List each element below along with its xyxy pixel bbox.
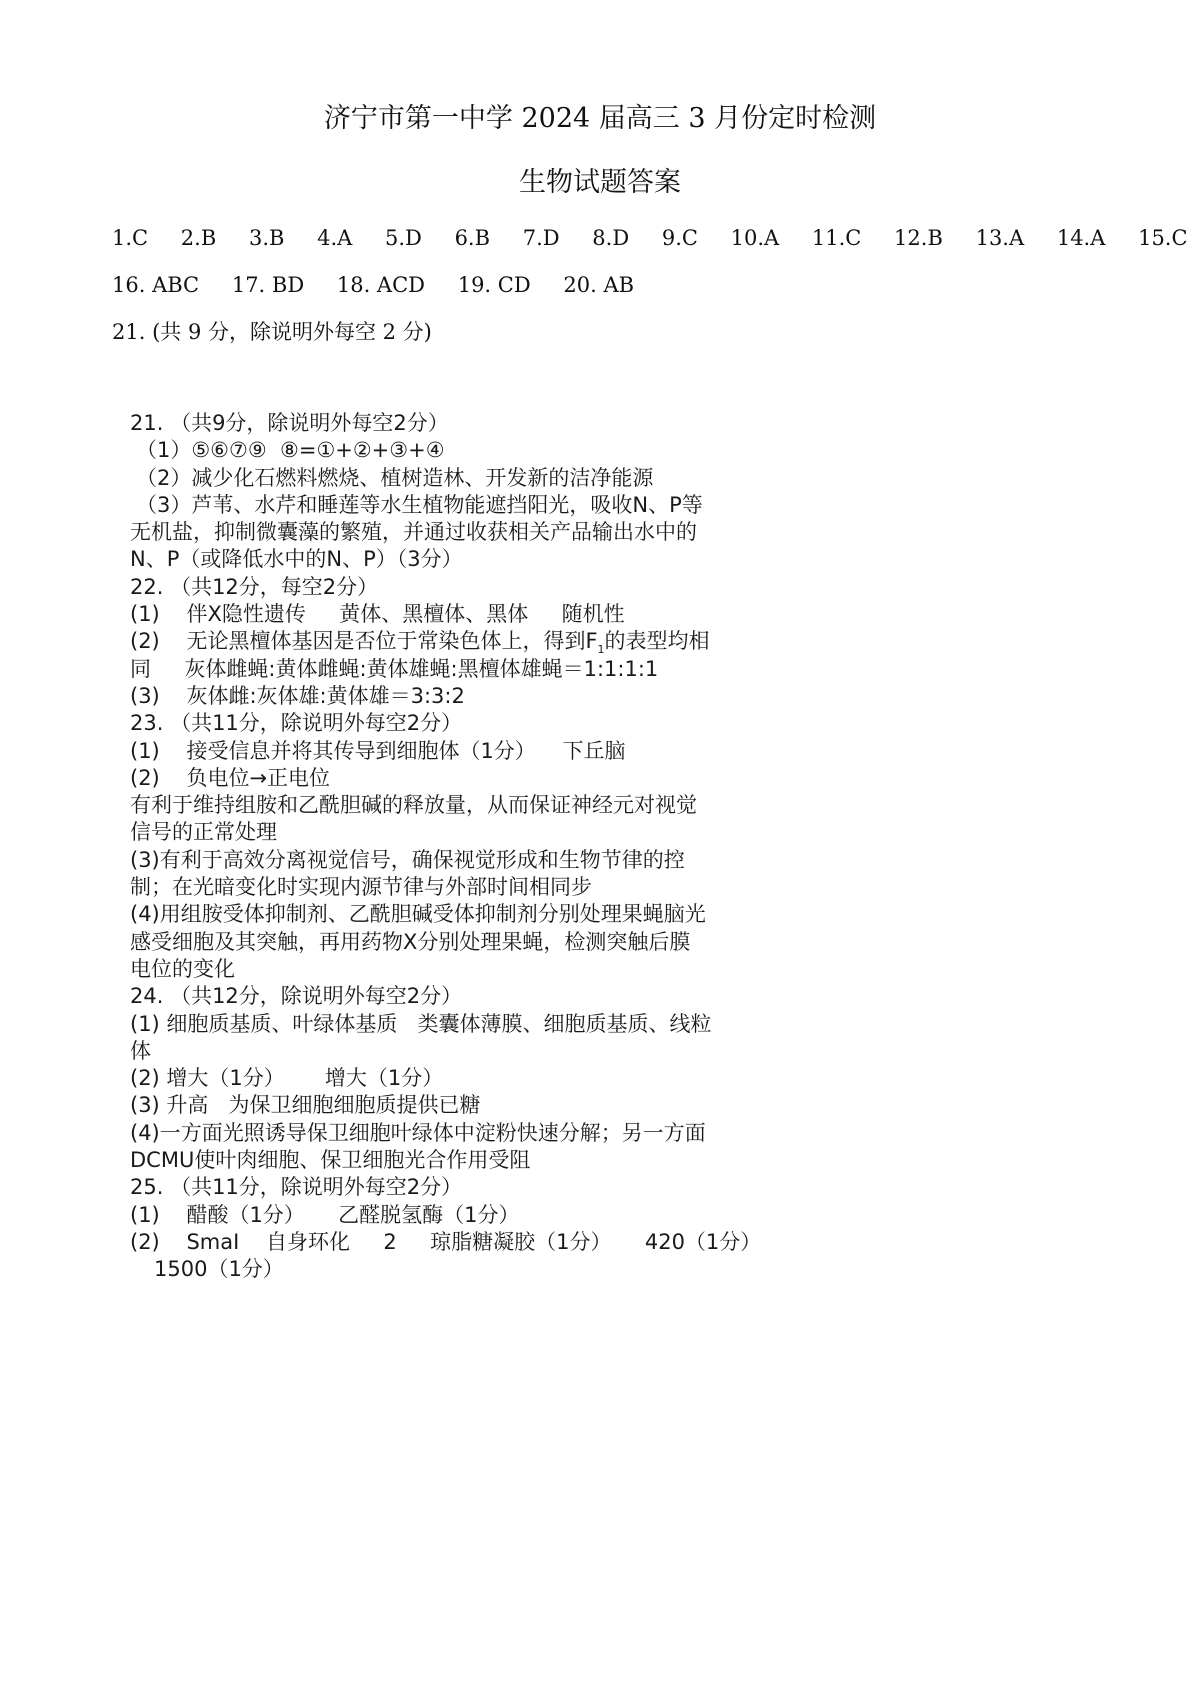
answer-line-text: (3) 灰体雌:灰体雄:黄体雄＝3:3:2	[130, 683, 465, 708]
answer-item: 13.A	[975, 226, 1025, 250]
answer-line	[130, 1092, 820, 1119]
answer-line-text: (2) 无论黑檀体基因是否位于常染色体上，得到F	[130, 629, 598, 654]
answer-item: 20. AB	[563, 273, 635, 297]
answer-line-text: (3) 升高 为保卫细胞细胞质提供已糖	[130, 1093, 481, 1118]
choice-answers-row-2	[112, 271, 634, 299]
answer-line	[130, 410, 820, 437]
answer-line	[130, 1065, 820, 1092]
answer-item: 12.B	[894, 226, 943, 250]
answer-line-text: 23. （共11分，除说明外每空2分）	[130, 711, 463, 736]
answer-line	[130, 983, 820, 1010]
answer-line-text: (1) 细胞质基质、叶绿体基质 类囊体薄膜、细胞质基质、线粒	[130, 1011, 712, 1036]
answer-line	[130, 519, 820, 546]
answer-line-text: 21. （共9分，除说明外每空2分）	[130, 411, 449, 435]
answer-line	[130, 1174, 820, 1201]
answer-item: 8.D	[592, 226, 630, 250]
page-title: 济宁市第一中学 2024 届高三 3 月份定时检测	[323, 103, 877, 134]
answer-line-text: (2) 增大（1分） 增大（1分）	[130, 1066, 444, 1091]
answer-line	[130, 574, 820, 601]
answer-line-text: 制；在光暗变化时实现内源节律与外部时间相同步	[130, 875, 592, 900]
answer-item: 11.C	[811, 226, 862, 250]
answer-line	[130, 929, 820, 956]
answer-line-text: 电位的变化	[130, 956, 235, 981]
answer-line	[130, 1120, 820, 1147]
answer-line-text: 信号的正常处理	[130, 820, 277, 845]
answer-line-text: (4)一方面光照诱导保卫细胞叶绿体中淀粉快速分解；另一方面	[130, 1120, 706, 1145]
answer-line-text: （1）⑤⑥⑦⑨ ⑧=①+②+③+④	[136, 438, 445, 463]
choice-answers-row-1	[112, 224, 1188, 252]
answer-line-text: N、P（或降低水中的N、P）（3分）	[130, 547, 463, 572]
answer-line-text: （3）芦苇、水芹和睡莲等水生植物能遮挡阳光，吸收N、P等	[136, 492, 703, 517]
answer-line	[130, 437, 820, 464]
answer-item: 17. BD	[231, 273, 305, 297]
answer-line-text: (2) 负电位→正电位	[130, 765, 331, 790]
answer-line	[130, 956, 820, 983]
answer-line-text: (1) 接受信息并将其传导到细胞体（1分） 下丘脑	[130, 738, 626, 763]
answer-line-text: 的表型均相	[604, 629, 710, 654]
answer-line-text: 无机盐，抑制微囊藻的繁殖，并通过收获相关产品输出水中的	[130, 520, 697, 545]
scanned-answer-block	[130, 410, 820, 1284]
answer-line	[130, 683, 820, 710]
answer-line	[130, 601, 820, 628]
answer-line	[130, 1011, 820, 1038]
answer-line-text: 同 灰体雌蝇:黄体雌蝇:黄体雄蝇:黑檀体雄蝇＝1:1:1:1	[130, 656, 659, 681]
answer-line	[130, 1202, 820, 1229]
answer-line-text: (1) 醋酸（1分） 乙醛脱氢酶（1分）	[130, 1202, 520, 1227]
answer-item: 4.A	[317, 226, 353, 250]
answer-item: 19. CD	[457, 273, 531, 297]
answer-line-text: 1500（1分）	[154, 1257, 284, 1282]
answer-line-text: (2) SmaⅠ 自身环化 2 琼脂糖凝胶（1分） 420（1分）	[130, 1229, 762, 1254]
page-subtitle: 生物试题答案	[519, 167, 681, 198]
answer-line	[130, 465, 820, 492]
answer-line	[130, 847, 820, 874]
answer-item: 6.B	[454, 226, 491, 250]
answer-line	[130, 1038, 820, 1065]
answer-item: 14.A	[1056, 226, 1106, 250]
answer-line	[130, 1256, 820, 1283]
answer-line	[130, 710, 820, 737]
answer-line	[130, 656, 820, 683]
answer-item: 9.C	[661, 226, 698, 250]
answer-line	[130, 546, 820, 573]
answer-line-text: 22. （共12分，每空2分）	[130, 574, 379, 599]
answer-item: 15.C	[1138, 226, 1188, 250]
answer-line-text: (3)有利于高效分离视觉信号，确保视觉形成和生物节律的控	[130, 847, 685, 872]
subscript: 1	[597, 643, 605, 657]
answer-line-text: （2）减少化石燃料燃烧、植树造林、开发新的洁净能源	[136, 465, 654, 490]
answer-line	[130, 792, 820, 819]
answer-line	[130, 819, 820, 846]
answer-item: 5.D	[385, 226, 422, 250]
answer-line-text: DCMU使叶肉细胞、保卫细胞光合作用受阻	[130, 1148, 531, 1173]
answer-item: 1.C	[112, 226, 149, 250]
answer-line	[130, 492, 820, 519]
answer-line-text: 24. （共12分，除说明外每空2分）	[130, 984, 463, 1009]
answer-item: 3.B	[248, 226, 285, 250]
answer-line-text: (1) 伴X隐性遗传 黄体、黑檀体、黑体 随机性	[130, 602, 625, 627]
answer-item: 10.A	[730, 226, 780, 250]
answer-line	[130, 738, 820, 765]
answer-item: 16. ABC	[112, 273, 200, 297]
answer-item: 7.D	[522, 226, 560, 250]
answer-line-text: (4)用组胺受体抑制剂、乙酰胆碱受体抑制剂分别处理果蝇脑光	[130, 902, 706, 927]
answer-item: 2.B	[180, 226, 217, 250]
answer-line	[130, 901, 820, 928]
answer-line-text: 有利于维持组胺和乙酰胆碱的释放量，从而保证神经元对视觉	[130, 793, 697, 818]
question-21-heading: 21. (共 9 分，除说明外每空 2 分)	[112, 320, 432, 344]
answer-line-text: 感受细胞及其突触，再用药物X分别处理果蝇，检测突触后膜	[130, 929, 691, 954]
answer-line	[130, 628, 820, 655]
answer-line	[130, 1229, 820, 1256]
answer-line-text: 体	[130, 1038, 151, 1063]
answer-line	[130, 874, 820, 901]
answer-item: 18. ACD	[336, 273, 426, 297]
answer-line	[130, 765, 820, 792]
answer-line	[130, 1147, 820, 1174]
answer-line-text: 25. （共11分，除说明外每空2分）	[130, 1175, 463, 1200]
